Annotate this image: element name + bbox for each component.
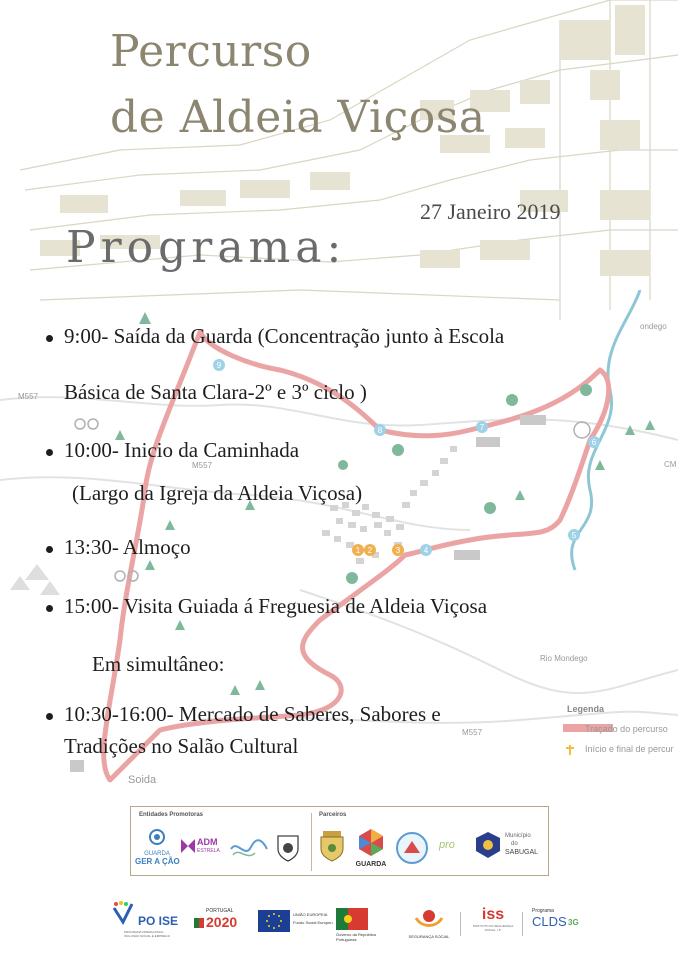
schedule-item-1-line-2: Básica de Santa Clara-2º e 3º ciclo ) <box>64 380 367 404</box>
waves-logo-icon <box>229 835 269 861</box>
partners-title: Parceiros <box>319 812 347 818</box>
bullet-5 <box>46 713 53 720</box>
svg-text:7: 7 <box>479 423 485 432</box>
municipal-crest-icon <box>317 829 347 863</box>
funders-divider-2 <box>522 912 523 936</box>
box-divider <box>311 813 312 871</box>
map-label-rio-mondego: Rio Mondego <box>540 654 588 663</box>
municipio-guarda-logo <box>353 827 389 873</box>
svg-text:1: 1 <box>355 546 361 555</box>
promoters-title: Entidades Promotoras <box>139 812 204 818</box>
svg-text:3: 3 <box>395 546 401 555</box>
schedule-item-4: 15:00- Visita Guiada á Freguesia de Aldeia Viçosa <box>64 594 488 618</box>
poise-logo <box>110 900 180 940</box>
guarda-geracao-line-2: GER A ÇÃO <box>135 857 180 866</box>
sabugal-logo <box>475 829 545 873</box>
schedule-item-5-line-2: Tradições no Salão Cultural <box>64 734 299 758</box>
svg-text:6: 6 <box>591 438 597 447</box>
portugal2020-logo <box>194 908 250 934</box>
bullet-3 <box>46 546 53 553</box>
guarda-geracao-icon <box>135 827 179 847</box>
iss-logo <box>470 906 516 940</box>
clds-logo <box>530 908 590 936</box>
guarda-geracao-line-1: GUARDA <box>144 851 170 857</box>
portugal-flag-icon <box>336 908 368 930</box>
round-badge-icon <box>395 831 429 865</box>
adm-estrela-icon <box>181 839 195 853</box>
svg-text:2: 2 <box>367 546 373 555</box>
sabugal-line-3: SABUGAL <box>505 849 539 856</box>
svg-text:8: 8 <box>377 426 383 435</box>
title-line-1: Percurso <box>110 26 312 77</box>
map-label-m557-bottom: M557 <box>462 728 483 737</box>
pro-aldeia-logo: pro <box>439 839 455 851</box>
seguranca-social-logo <box>408 906 450 940</box>
schedule-item-2-line-2: (Largo da Igreja da Aldeia Viçosa) <box>72 481 363 505</box>
title-line-2: de Aldeia Viçosa <box>110 92 486 143</box>
map-label-cm: CM <box>664 460 677 469</box>
map-label-m557-mid: M557 <box>192 461 213 470</box>
partners-box <box>130 806 549 876</box>
portugal2020-year: 2020 <box>206 914 238 930</box>
clds-main: CLDS <box>532 914 567 929</box>
svg-text:4: 4 <box>423 546 429 555</box>
eu-flag-icon <box>258 910 290 932</box>
poise-title: PO ISE <box>138 914 179 928</box>
sabugal-crest-icon <box>475 831 501 859</box>
schedule-item-1-line-1: 9:00- Saída da Guarda (Concentração junto à Escola <box>64 324 505 348</box>
clds-suffix: 3G <box>568 918 579 927</box>
svg-text:9: 9 <box>216 361 222 370</box>
seguranca-social-icon <box>408 906 450 930</box>
iss-title: iss <box>481 906 505 923</box>
ue-line-2: Fundo Social Europeu <box>293 920 333 925</box>
event-date: 27 Janeiro 2019 <box>420 199 561 224</box>
clds-top: Programa <box>532 908 554 914</box>
guarda-geracao-logo <box>135 827 179 873</box>
funders-divider-1 <box>460 912 461 936</box>
adm-estrela-line-1: ADM <box>197 837 218 847</box>
governo-line-2: Portuguesa <box>336 937 357 942</box>
portugal2020-top: PORTUGAL <box>206 908 234 914</box>
bullet-2 <box>46 449 53 456</box>
sabugal-line-1: Município <box>505 833 531 839</box>
poise-subtitle: PROGRAMA OPERACIONAL INCLUSÃO SOCIAL E EMPREGO <box>124 930 171 938</box>
ue-logo <box>258 910 332 934</box>
ue-line-1: UNIÃO EUROPEIA <box>293 912 328 917</box>
legend-start-end-label: Início e final de percur <box>585 744 674 754</box>
map-label-m557-left: M557 <box>18 392 39 401</box>
poise-icon <box>110 900 136 926</box>
legend-title: Legenda <box>567 704 605 714</box>
programa-heading: Programa: <box>66 222 347 273</box>
map-label-soida: Soida <box>128 774 157 786</box>
governo-line-1: Governo da República <box>336 932 376 937</box>
schedule-item-3: 13:30- Almoço <box>64 535 191 559</box>
bullet-1 <box>46 335 53 342</box>
portugal2020-icon <box>194 918 204 928</box>
schedule-item-2-line-1: 10:00- Inicio da Caminhada <box>64 438 300 462</box>
svg-text:5: 5 <box>571 531 577 540</box>
adm-estrela-logo <box>181 837 229 857</box>
adm-estrela-line-2: ESTRELA <box>197 848 220 854</box>
map-label-ondego: ondego <box>640 322 667 331</box>
seguranca-social-text: SEGURANÇA SOCIAL <box>408 934 450 939</box>
schedule-item-5-line-1: 10:30-16:00- Mercado de Saberes, Sabores e <box>64 702 441 726</box>
bullet-4 <box>46 605 53 612</box>
iss-subtitle: INSTITUTO DA SEGURANÇA SOCIAL, I.P. <box>472 924 514 932</box>
municipio-guarda-text: GUARDA <box>355 861 387 868</box>
municipio-guarda-icon <box>353 827 389 857</box>
schedule-simultaneous-note: Em simultâneo: <box>92 652 225 676</box>
governo-logo <box>336 908 386 942</box>
legend-route-label: Traçado do percurso <box>585 724 668 734</box>
sabugal-line-2: do <box>511 841 518 847</box>
club-crest-icon <box>275 833 301 863</box>
